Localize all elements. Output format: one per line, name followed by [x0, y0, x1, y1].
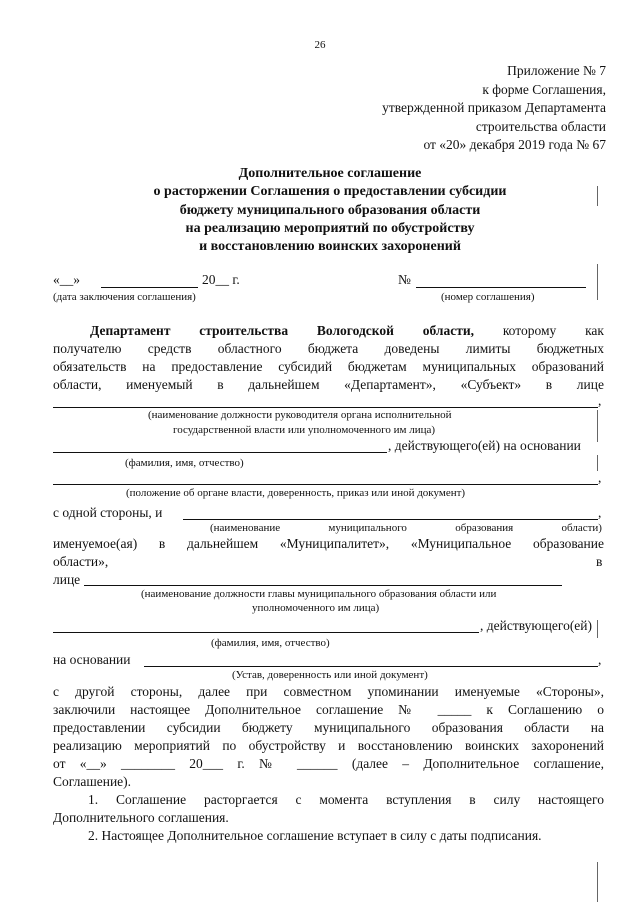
- date-quote: «__»: [53, 272, 80, 287]
- head-position-blank[interactable]: [84, 585, 562, 586]
- named-region: области»,: [53, 554, 109, 569]
- title-line: о расторжении Соглашения о предоставлении субсидии: [153, 184, 507, 200]
- word: Департамент: [90, 323, 171, 338]
- charter-blank[interactable]: [144, 666, 598, 667]
- title-line: бюджету муниципального образования области: [179, 202, 481, 218]
- scan-edge: [597, 410, 598, 442]
- word: области,: [422, 323, 474, 338]
- item1-line2: Дополнительного соглашения.: [53, 810, 229, 825]
- scan-edge: [597, 186, 598, 206]
- para2-line2: заключили настоящее Дополнительное соглашение № _____ к Соглашению о: [53, 702, 604, 717]
- title-line: на реализацию мероприятий по обустройству: [185, 220, 475, 236]
- para1-line4: области, именуемый в дальнейшем «Департамент», «Субъект» в лице: [53, 377, 604, 392]
- caption-position-1: (наименование должности руководителя органа исполнительной: [148, 409, 452, 421]
- item1-line1: 1. Соглашение расторгается с момента вступления в силу настоящего: [88, 792, 604, 807]
- municipality-blank[interactable]: [183, 519, 598, 520]
- appendix-line: Приложение № 7: [507, 63, 606, 78]
- para1-line2: получателю средств областного бюджета доведены лимиты бюджетных: [53, 341, 604, 356]
- appendix-line: утвержденной приказом Департамента: [382, 100, 606, 116]
- scan-edge: [597, 264, 598, 300]
- page-number: 26: [314, 39, 326, 51]
- caption-position-2: государственной власти или уполномоченного им лица): [173, 424, 436, 436]
- caption-word: области): [561, 522, 602, 534]
- acting2-text: , действующего(ей): [480, 618, 593, 633]
- caption-basis: (положение об органе власти, доверенность, приказ или иной документ): [126, 487, 466, 499]
- number-caption: (номер соглашения): [441, 291, 535, 303]
- position-blank[interactable]: [53, 407, 598, 408]
- appendix-line: от «20» декабря 2019 года № 67: [423, 137, 606, 153]
- caption-word: (наименование: [210, 522, 281, 534]
- para2-line5: от «__» ________ 20___ г. № ______ (далее – Дополнительное соглашение,: [53, 756, 604, 771]
- date-year: 20__ г.: [202, 272, 240, 287]
- word: строительства: [199, 323, 289, 338]
- fio-blank[interactable]: [53, 452, 387, 453]
- caption-head-2: уполномоченного им лица): [252, 602, 380, 614]
- title-line: и восстановлению воинских захоронений: [199, 239, 461, 255]
- para2-line1: с другой стороны, далее при совместном упоминании именуемые «Стороны»,: [53, 684, 604, 699]
- caption-municipality: [210, 522, 602, 534]
- caption-fio: (фамилия, имя, отчество): [125, 457, 244, 469]
- caption-word: образования: [455, 522, 514, 534]
- para2-line6: Соглашение).: [53, 774, 132, 789]
- appendix-line: к форме Соглашения,: [482, 81, 606, 97]
- scan-edge: [597, 455, 598, 471]
- caption-fio-2: (фамилия, имя, отчество): [211, 637, 330, 649]
- appendix-line: строительства области: [475, 118, 606, 134]
- in-word: в: [596, 554, 603, 569]
- head-fio-blank[interactable]: [53, 632, 479, 633]
- on-basis-text: на основании: [53, 652, 131, 667]
- date-blank[interactable]: [101, 287, 198, 288]
- item2: 2. Настоящее Дополнительное соглашение вступает в силу с даты подписания.: [88, 828, 542, 843]
- para2-line4: реализацию мероприятий по обустройству и восстановлению воинских захоронений: [53, 738, 604, 753]
- caption-word: муниципального: [328, 522, 407, 534]
- scan-edge: [597, 620, 598, 638]
- word: которому: [502, 323, 557, 338]
- para1-line3: обязательств на предоставление субсидий бюджетам муниципальных образований: [53, 359, 604, 374]
- named-line: именуемое(ая) в дальнейшем «Муниципалитет», «Муниципальное образование: [53, 536, 604, 551]
- one-side-text: с одной стороны, и: [53, 505, 163, 520]
- para1-line1: [90, 323, 604, 339]
- number-sign: №: [398, 272, 411, 287]
- appendix-block: [382, 62, 606, 155]
- acting-text: , действующего(ей) на основании: [388, 438, 581, 453]
- title-line: Дополнительное соглашение: [238, 166, 422, 181]
- number-blank[interactable]: [416, 287, 586, 288]
- scan-edge: [597, 862, 598, 902]
- document-title: [100, 165, 560, 256]
- caption-head-1: (наименование должности главы муниципального образования области или: [141, 588, 497, 600]
- para2-line3: предоставлении субсидии бюджету муниципального образования области на: [53, 720, 604, 735]
- word: как: [585, 323, 604, 338]
- person-word: лице: [53, 572, 81, 587]
- caption-charter: (Устав, доверенность или иной документ): [232, 669, 428, 681]
- basis-blank[interactable]: [53, 484, 598, 485]
- date-caption: (дата заключения соглашения): [53, 291, 196, 303]
- word: Вологодской: [316, 323, 394, 338]
